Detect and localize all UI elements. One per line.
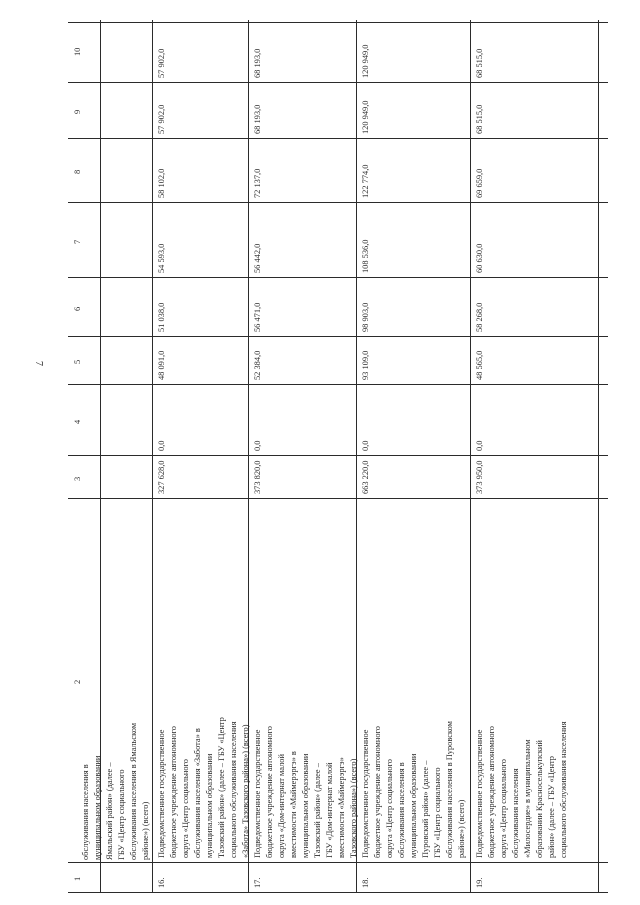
row-name-line: «Забота» Тазовского района») (всего) xyxy=(241,724,250,858)
row-name-line: обслуживания населения в xyxy=(397,762,406,858)
cell-c3: 663 220,0 xyxy=(361,460,370,494)
column-header-2: 2 xyxy=(73,679,82,684)
column-header-1: 1 xyxy=(73,876,82,881)
cell-c5: 93 109,0 xyxy=(361,350,370,380)
cell-c3: 373 950,0 xyxy=(475,460,484,494)
cell-c7: 56 442,0 xyxy=(253,243,262,273)
column-separator xyxy=(68,862,608,863)
cell-c10: 68 515,0 xyxy=(475,48,484,78)
column-header-6: 6 xyxy=(73,306,82,311)
cell-c9: 68 515,0 xyxy=(475,104,484,134)
row-name-line: муниципальном образовании xyxy=(409,753,418,858)
cell-c6: 51 038,0 xyxy=(157,302,166,332)
row-name-line: Подведомственное государственное xyxy=(475,729,484,858)
column-separator xyxy=(68,498,608,499)
row-name-line: «Милосердие» в муниципальном xyxy=(523,739,532,858)
row-separator xyxy=(598,20,599,892)
cell-c10: 68 193,0 xyxy=(253,48,262,78)
row-name-line: округа «Дом-интернат малой xyxy=(277,754,286,858)
continuation-line: ГБУ «Центр социального xyxy=(117,769,126,860)
continuation-line: Ямальский район» (далее – xyxy=(105,762,114,860)
column-header-8: 8 xyxy=(73,169,82,174)
column-header-10: 10 xyxy=(73,47,82,56)
row-name-line: обслуживания населения в Пуровском xyxy=(445,721,454,858)
row-name-line: муниципальном образовании xyxy=(301,753,310,858)
row-name-line: социального обслуживания населения xyxy=(559,721,568,858)
cell-c7: 54 593,0 xyxy=(157,243,166,273)
continuation-line: обслуживания населения в Ямальском xyxy=(129,722,138,860)
column-separator xyxy=(68,892,608,893)
row-name-line: бюджетное учреждение автономного xyxy=(265,726,274,858)
page-number: 7 xyxy=(33,361,44,366)
cell-c5: 48 091,0 xyxy=(157,350,166,380)
row-name-line: Подведомственное государственное xyxy=(157,729,166,858)
row-name-line: образовании Красноселькупский xyxy=(535,740,544,858)
cell-c7: 60 630,0 xyxy=(475,243,484,273)
column-header-5: 5 xyxy=(73,359,82,364)
row-name-line: бюджетное учреждение автономного xyxy=(169,726,178,858)
row-name-line: обслуживания населения xyxy=(511,768,520,858)
cell-c8: 72 137,0 xyxy=(253,168,262,198)
column-separator xyxy=(68,277,608,278)
cell-c3: 373 820,0 xyxy=(253,460,262,494)
column-separator xyxy=(68,138,608,139)
row-name-line: ГБУ «Центр социального xyxy=(433,767,442,858)
row-name-line: ГБУ «Дом-интернат малой xyxy=(325,762,334,858)
cell-c9: 57 902,0 xyxy=(157,104,166,134)
row-name-line: районе») (всего) xyxy=(457,799,466,858)
row-name-line: обслуживания населения «Забота» в xyxy=(193,728,202,858)
row-name-line: округа «Центр социального xyxy=(385,759,394,858)
column-separator xyxy=(68,384,608,385)
column-header-9: 9 xyxy=(73,109,82,114)
column-separator xyxy=(68,455,608,456)
row-name-line: социального обслуживания населения xyxy=(229,721,238,858)
cell-c4: 0,0 xyxy=(157,440,166,451)
column-separator xyxy=(68,202,608,203)
cell-c7: 108 536,0 xyxy=(361,239,370,273)
row-name-line: Тазовского района») (всего) xyxy=(349,758,358,858)
row-name-line: округа «Центр социального xyxy=(499,759,508,858)
cell-c5: 52 384,0 xyxy=(253,350,262,380)
row-name-line: бюджетное учреждение автономного xyxy=(373,726,382,858)
column-header-4: 4 xyxy=(73,419,82,424)
cell-c6: 58 268,0 xyxy=(475,302,484,332)
column-separator xyxy=(68,22,608,23)
cell-c10: 57 902,0 xyxy=(157,48,166,78)
row-name-line: муниципальном образовании xyxy=(205,753,214,858)
cell-c6: 98 903,0 xyxy=(361,302,370,332)
continuation-line: районе») (всего) xyxy=(141,801,150,860)
cell-c4: 0,0 xyxy=(253,440,262,451)
row-separator xyxy=(470,20,471,892)
cell-c9: 120 949,0 xyxy=(361,100,370,134)
row-name-line: бюджетное учреждение автономного xyxy=(487,726,496,858)
row-name-line: Подведомственное государственное xyxy=(253,729,262,858)
row-separator xyxy=(152,20,153,892)
row-name-line: вместимости «Маймерэргэ» в xyxy=(289,751,298,858)
row-name-line: Тазовский район» (далее – ГБУ «Центр xyxy=(217,717,226,858)
row-number: 19. xyxy=(475,877,484,888)
column-header-3: 3 xyxy=(73,476,82,481)
column-separator xyxy=(68,336,608,337)
cell-c8: 122 774,0 xyxy=(361,164,370,198)
column-header-7: 7 xyxy=(73,239,82,244)
cell-c5: 48 565,0 xyxy=(475,350,484,380)
row-number: 16. xyxy=(157,877,166,888)
cell-c8: 58 102,0 xyxy=(157,168,166,198)
cell-c3: 327 628,0 xyxy=(157,460,166,494)
row-name-line: Подведомственное государственное xyxy=(361,729,370,858)
row-number: 17. xyxy=(253,877,262,888)
cell-c9: 68 193,0 xyxy=(253,104,262,134)
continuation-line: муниципальном образовании xyxy=(93,755,102,860)
row-name-line: Пуровский район» (далее – xyxy=(421,760,430,858)
continuation-line: обслуживания населения в xyxy=(81,764,90,860)
cell-c10: 120 949,0 xyxy=(361,44,370,78)
cell-c4: 0,0 xyxy=(361,440,370,451)
row-name-line: район» (далее – ГБУ «Центр xyxy=(547,756,556,858)
row-name-line: вместимости «Маймерэргэ» xyxy=(337,757,346,858)
column-separator xyxy=(68,82,608,83)
row-name-line: Тазовский район» (далее – xyxy=(313,763,322,858)
cell-c6: 56 471,0 xyxy=(253,302,262,332)
cell-c4: 0,0 xyxy=(475,440,484,451)
row-name-line: округа «Центр социального xyxy=(181,759,190,858)
row-number: 18. xyxy=(361,877,370,888)
cell-c8: 69 659,0 xyxy=(475,168,484,198)
